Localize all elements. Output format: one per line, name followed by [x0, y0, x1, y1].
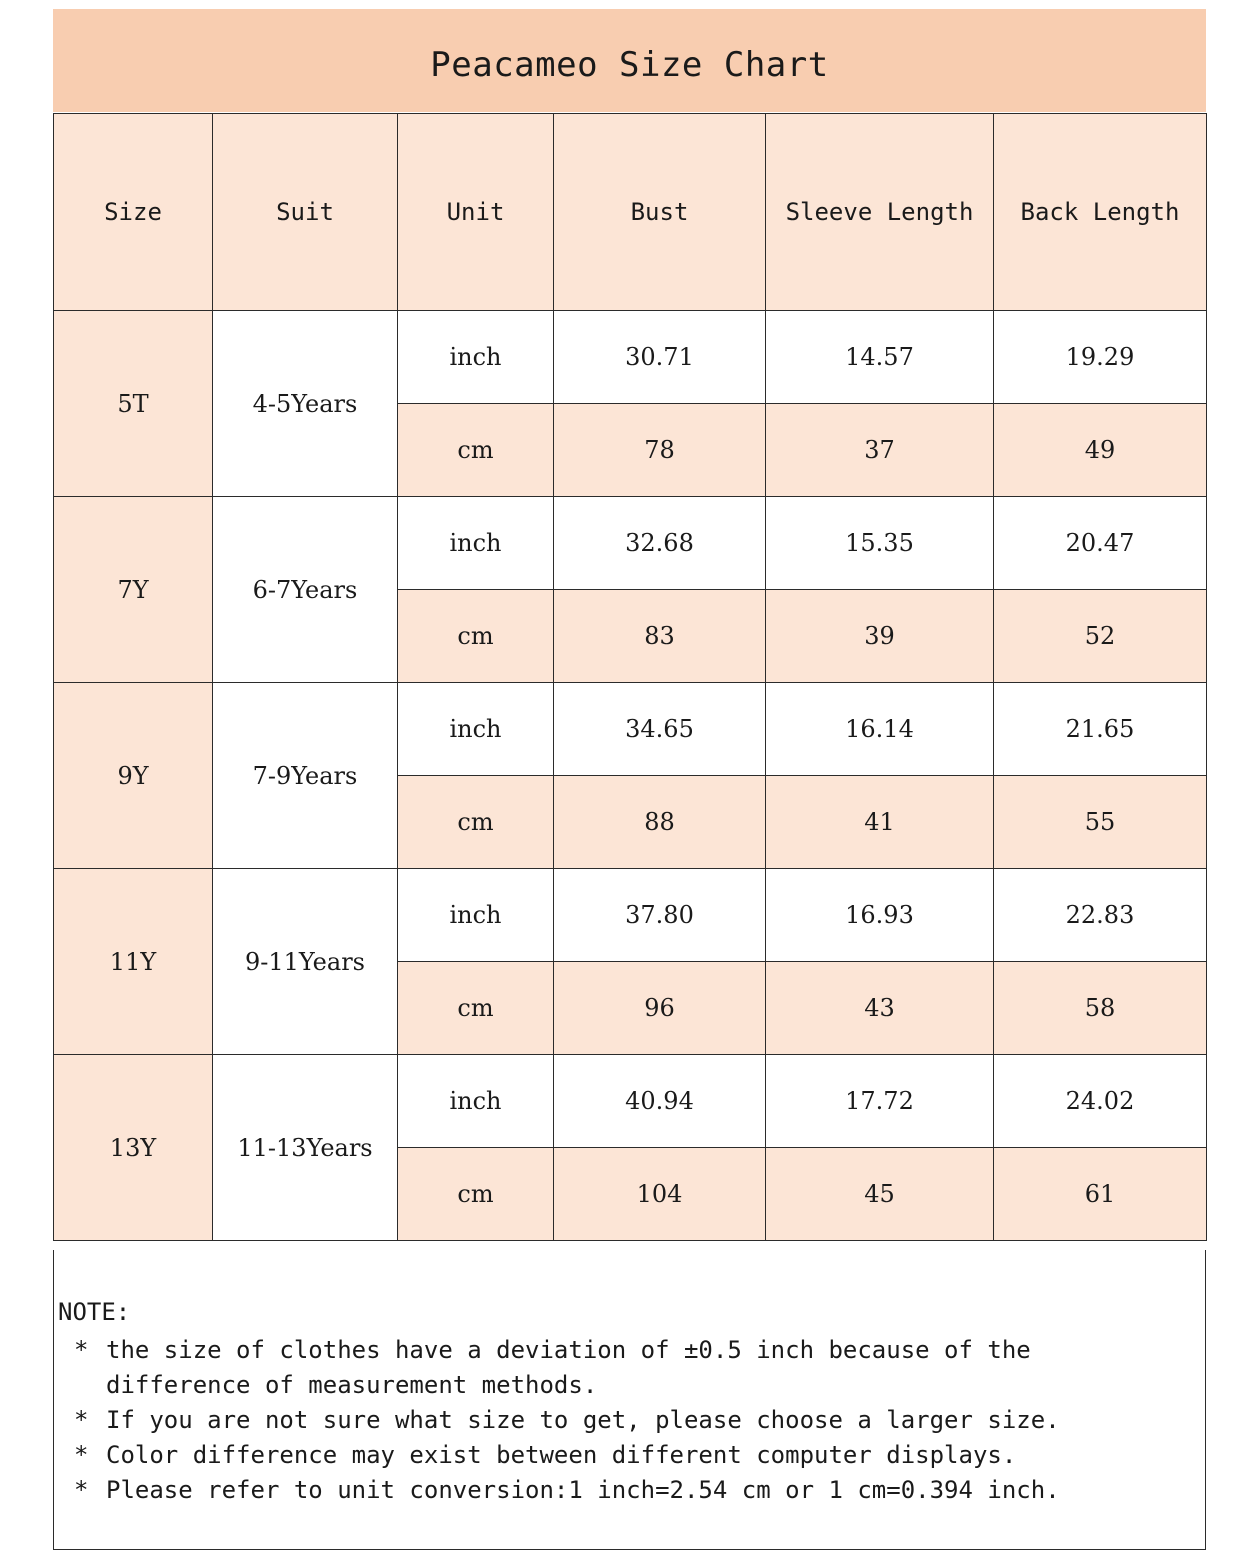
sleeve-cell: 43 — [766, 962, 994, 1055]
back-cell: 24.02 — [994, 1055, 1207, 1148]
note-item — [74, 1473, 1184, 1508]
unit-cell: inch — [398, 869, 554, 962]
header-sleeve-length: Sleeve Length — [766, 114, 994, 311]
bust-cell: 88 — [554, 776, 766, 869]
size-cell: 13Y — [54, 1055, 213, 1241]
sleeve-cell: 37 — [766, 404, 994, 497]
unit-cell: inch — [398, 311, 554, 404]
bust-cell: 83 — [554, 590, 766, 683]
bust-cell: 37.80 — [554, 869, 766, 962]
back-cell: 19.29 — [994, 311, 1207, 404]
sleeve-cell: 16.93 — [766, 869, 994, 962]
unit-cell: cm — [398, 1148, 554, 1241]
sleeve-cell: 15.35 — [766, 497, 994, 590]
size-cell: 5T — [54, 311, 213, 497]
note-text: Color difference may exist between different computer displays. — [106, 1441, 1017, 1469]
note-item — [74, 1403, 1184, 1438]
size-chart-sheet — [53, 9, 1206, 1551]
bust-cell: 78 — [554, 404, 766, 497]
table-row — [54, 683, 1207, 776]
note-title: NOTE: — [58, 1298, 131, 1326]
title-band — [53, 9, 1206, 112]
header-row — [54, 114, 1207, 311]
header-suit: Suit — [213, 114, 398, 311]
unit-cell: cm — [398, 776, 554, 869]
bust-cell: 40.94 — [554, 1055, 766, 1148]
size-cell: 11Y — [54, 869, 213, 1055]
unit-cell: cm — [398, 590, 554, 683]
bust-cell: 30.71 — [554, 311, 766, 404]
table-row — [54, 869, 1207, 962]
unit-cell: inch — [398, 497, 554, 590]
note-text: the size of clothes have a deviation of ±0.5 inch because of the difference of measurement methods. — [106, 1336, 1031, 1399]
sleeve-cell: 16.14 — [766, 683, 994, 776]
back-cell: 22.83 — [994, 869, 1207, 962]
back-cell: 49 — [994, 404, 1207, 497]
header-bust: Bust — [554, 114, 766, 311]
note-item — [74, 1438, 1184, 1473]
back-cell: 52 — [994, 590, 1207, 683]
note-item — [74, 1333, 1184, 1403]
suit-cell: 7-9Years — [213, 683, 398, 869]
unit-cell: cm — [398, 404, 554, 497]
table-row — [54, 1055, 1207, 1148]
bust-cell: 104 — [554, 1148, 766, 1241]
size-cell: 7Y — [54, 497, 213, 683]
unit-cell: inch — [398, 683, 554, 776]
suit-cell: 9-11Years — [213, 869, 398, 1055]
size-cell: 9Y — [54, 683, 213, 869]
bust-cell: 96 — [554, 962, 766, 1055]
header-unit: Unit — [398, 114, 554, 311]
note-text: Please refer to unit conversion:1 inch=2.54 cm or 1 cm=0.394 inch. — [106, 1476, 1060, 1504]
bullet-icon: * — [74, 1406, 89, 1434]
bust-cell: 32.68 — [554, 497, 766, 590]
sleeve-cell: 41 — [766, 776, 994, 869]
note-box — [53, 1250, 1206, 1550]
suit-cell: 11-13Years — [213, 1055, 398, 1241]
bullet-icon: * — [74, 1441, 89, 1469]
table-row — [54, 497, 1207, 590]
size-table — [53, 113, 1207, 1241]
back-cell: 21.65 — [994, 683, 1207, 776]
back-cell: 55 — [994, 776, 1207, 869]
suit-cell: 6-7Years — [213, 497, 398, 683]
header-back-length: Back Length — [994, 114, 1207, 311]
suit-cell: 4-5Years — [213, 311, 398, 497]
chart-title: Peacameo Size Chart — [430, 44, 829, 85]
note-text: If you are not sure what size to get, please choose a larger size. — [106, 1406, 1060, 1434]
back-cell: 58 — [994, 962, 1207, 1055]
bullet-icon: * — [74, 1336, 89, 1364]
sleeve-cell: 14.57 — [766, 311, 994, 404]
unit-cell: inch — [398, 1055, 554, 1148]
note-list — [74, 1333, 1184, 1508]
unit-cell: cm — [398, 962, 554, 1055]
sleeve-cell: 45 — [766, 1148, 994, 1241]
sleeve-cell: 39 — [766, 590, 994, 683]
back-cell: 20.47 — [994, 497, 1207, 590]
header-size: Size — [54, 114, 213, 311]
back-cell: 61 — [994, 1148, 1207, 1241]
sleeve-cell: 17.72 — [766, 1055, 994, 1148]
bullet-icon: * — [74, 1476, 89, 1504]
table-row — [54, 311, 1207, 404]
bust-cell: 34.65 — [554, 683, 766, 776]
